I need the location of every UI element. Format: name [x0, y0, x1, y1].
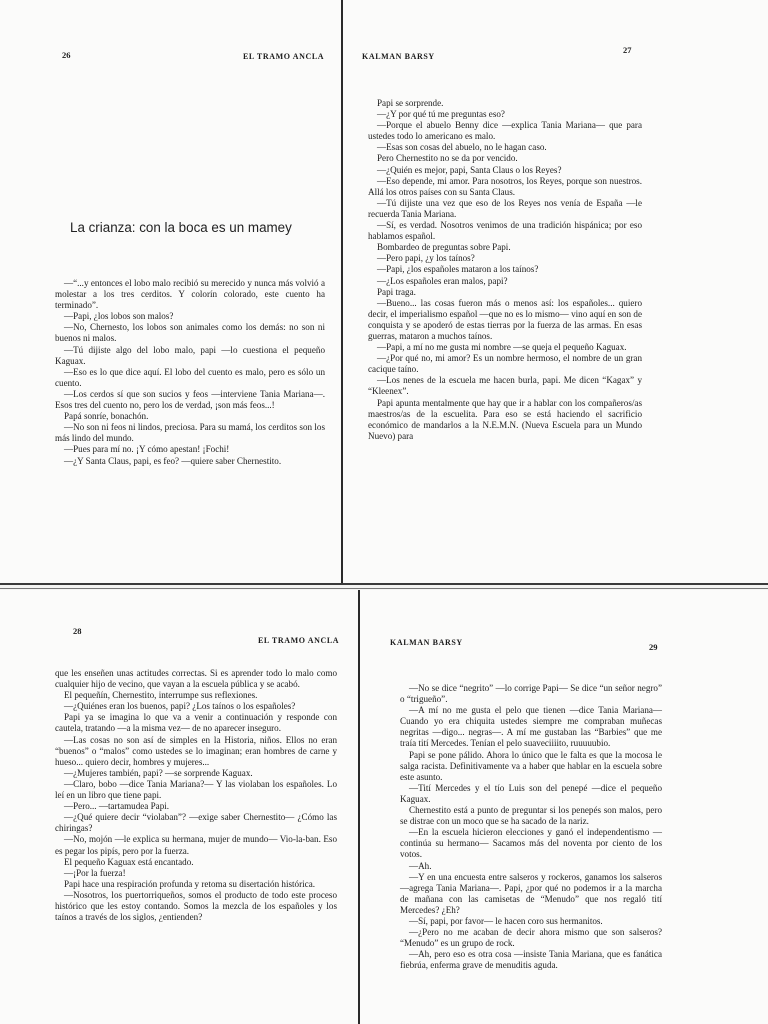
- paragraph: —Sí, es verdad. Nosotros venimos de una tradición hispánica; por eso hablamos español.: [368, 220, 642, 242]
- paragraph: —¡Por la fuerza!: [64, 867, 126, 878]
- page-29-text: [400, 683, 662, 971]
- paragraph: —¿Por qué no, mi amor? Es un nombre hermoso, el nombre de un gran cacique taíno.: [368, 353, 642, 375]
- paragraph: —Esas son cosas del abuelo, no le hagan caso.: [377, 142, 547, 153]
- paragraph: —¿Los españoles eran malos, papi?: [377, 275, 508, 286]
- paragraph: —Tití Mercedes y el tío Luis son del penepé —dice el pequeño Kaguax.: [400, 782, 662, 804]
- paragraph: —Los cerdos sí que son sucios y feos —interviene Tania Mariana—. Esos tres del cuento no, pero los de verdad, ¡son más feos...!: [55, 388, 325, 411]
- page-28-text: [55, 668, 337, 923]
- paragraph: —No se dice “negrito” —lo corrige Papi— Se dice “un señor negro” o “trigueño”.: [400, 683, 662, 705]
- paragraph: Papi traga.: [377, 286, 416, 297]
- running-head: EL TRAMO ANCLA: [243, 52, 325, 61]
- page-number: 27: [623, 45, 632, 55]
- page-26-text: [55, 278, 325, 467]
- paragraph: —¿Mujeres también, papi? —se sorprende Kaguax.: [64, 767, 253, 778]
- paragraph: —Las cosas no son así de simples en la Historia, niños. Ellos no eran “buenos” o “malos” como ustedes se lo imaginan; eran hombres de carne y hueso... quiero decir, hombres y mujeres...: [55, 734, 337, 767]
- paragraph: El pequeño Kaguax está encantado.: [64, 856, 194, 867]
- paragraph: Papi ya se imagina lo que va a venir a continuación y responde con cautela, tratando —a la misma vez— de no aparecer inseguro.: [55, 712, 337, 734]
- paragraph: —¿Quiénes eran los buenos, papi? ¿Los taínos o los españoles?: [64, 701, 296, 712]
- paragraph: —No son ni feos ni lindos, preciosa. Para su mamá, los cerditos son los más lindo del mundo.: [55, 422, 325, 444]
- paragraph: —En la escuela hicieron elecciones y ganó el independentismo —continúa su hermano— Sacamos más del noventa por ciento de los votos.: [400, 827, 662, 860]
- paragraph: —Papi, ¿los españoles mataron a los taínos?: [377, 264, 539, 275]
- paragraph: Papi hace una respiración profunda y retoma su disertación histórica.: [64, 878, 316, 889]
- paragraph: Bombardeo de preguntas sobre Papi.: [377, 242, 511, 253]
- paragraph: —No, mojón —le explica su hermana, mujer de mundo— Vio-la-ban. Eso es pegar los pipís, pero por la fuerza.: [55, 834, 337, 856]
- scan-divider: [0, 583, 768, 585]
- book-spine-top: [341, 0, 343, 583]
- paragraph: —Papi, a mí no me gusta mi nombre —se queja el pequeño Kaguax.: [377, 342, 627, 353]
- paragraph: —Y en una encuesta entre salseros y rockeros, ganamos los salseros —agrega Tania Mariana—. Papi, ¿por qué no podemos ir a la marcha de mañana con las camisetas de “Menudo” que nos regaló tití Mercedes? ¿Eh?: [400, 871, 662, 915]
- paragraph: —¿Y Santa Claus, papi, es feo? —quiere saber Chernestito.: [64, 455, 282, 466]
- running-head: EL TRAMO ANCLA: [258, 636, 340, 645]
- scan-divider: [0, 588, 768, 589]
- paragraph: —¿Quién es mejor, papi, Santa Claus o los Reyes?: [377, 164, 562, 175]
- chapter-title: La crianza: con la boca es un mamey: [70, 220, 292, 235]
- paragraph: —A mí no me gusta el pelo que tienen —dice Tania Mariana— Cuando yo era chiquita ustedes siempre me compraban muñecas negritas —digo... negras—. A mí me gustaban las “Barbies” que me traía tití Mercedes. Tenían el pelo suaveciiiito, ruuuuubio.: [400, 705, 662, 749]
- page-28: [0, 590, 358, 1024]
- paragraph: —Tú dijiste algo del lobo malo, papi —lo cuestiona el pequeño Kaguax.: [55, 344, 325, 366]
- paragraph: —Porque el abuelo Benny dice —explica Tania Mariana— que para ustedes todo lo americano es malo.: [368, 120, 642, 142]
- page-27: [342, 0, 768, 583]
- paragraph: —Eso es lo que dice aquí. El lobo del cuento es malo, pero es sólo un cuento.: [55, 366, 325, 388]
- paragraph: —¿Qué quiere decir “violaban”? —exige saber Chernestito— ¿Cómo las chiringas?: [55, 812, 337, 834]
- paragraph: Chernestito está a punto de preguntar si los penepés son malos, pero se distrae con un moco que se ha sacado de la nariz.: [400, 805, 662, 827]
- paragraph: que les enseñen unas actitudes correctas. Si es aprender todo lo malo como cualquier hijo de vecino, que vayan a la escuela pública y se acabó.: [55, 668, 337, 690]
- paragraph: —¿Y por qué tú me preguntas eso?: [377, 109, 505, 120]
- paragraph: —Pues para mí no. ¡Y cómo apestan! ¡Fochi!: [64, 444, 230, 455]
- paragraph: —Eso depende, mi amor. Para nosotros, los Reyes, porque son nuestros. Allá los otros países con su Santa Claus.: [368, 175, 642, 197]
- running-head: KALMAN BARSY: [390, 638, 463, 647]
- paragraph: —No, Chernesto, los lobos son animales como los demás: no son ni buenos ni malos.: [55, 322, 325, 344]
- paragraph: Papi se sorprende.: [377, 98, 444, 108]
- paragraph: —Nosotros, los puertorriqueños, somos el producto de todo este proceso histórico que les estoy contando. Somos la mezcla de los españoles y los taínos a través de los siglos, ¿entienden?: [55, 889, 337, 923]
- paragraph: —“...y entonces el lobo malo recibió su merecido y nunca más volvió a molestar a los tres cerditos. Y colorín colorado, este cuento ha terminado”.: [55, 278, 325, 311]
- paragraph: —Pero... —tartamudea Papi.: [64, 801, 170, 812]
- paragraph: —¿Pero no me acaban de decir ahora mismo que son salseros? “Menudo” es un grupo de rock.: [400, 927, 662, 949]
- paragraph: Papi apunta mentalmente que hay que ir a hablar con los compañeros/as maestros/as de la escuelita. Para eso se está haciendo el sacrificio económico de mandarlos a la N.E.M.N. (Nueva Escuela para un Mundo Nuevo) para: [368, 397, 642, 441]
- paragraph: Papá sonríe, bonachón.: [64, 411, 149, 422]
- page-29: [360, 590, 768, 1024]
- paragraph: —Ah, pero eso es otra cosa —insiste Tania Mariana, que es fanática fiebrúa, enferma grave de menuditis aguda.: [400, 949, 662, 971]
- paragraph: El pequeñín, Chernestito, interrumpe sus reflexiones.: [64, 690, 258, 701]
- running-head: KALMAN BARSY: [362, 52, 435, 61]
- paragraph: —Papi, ¿los lobos son malos?: [64, 311, 174, 322]
- page-number: 28: [73, 626, 82, 636]
- paragraph: —Los nenes de la escuela me hacen burla, papi. Me dicen “Kagax” y “Kleenex”.: [368, 375, 642, 397]
- paragraph: —Ah.: [409, 860, 432, 871]
- page-number: 26: [62, 50, 71, 60]
- paragraph: —Tú dijiste una vez que eso de los Reyes nos venía de España —le recuerda Tania Mariana.: [368, 197, 642, 219]
- paragraph: Pero Chernestito no se da por vencido.: [377, 153, 518, 164]
- paragraph: —Bueno... las cosas fueron más o menos así: los españoles... quiero decir, el imperialismo español —que no es lo mismo— vino aquí en son de conquista y se apoderó de estas tierras por la fuerza de las armas. En esas guerras, mataron a muchos taínos.: [368, 297, 642, 341]
- page-26: [0, 0, 341, 583]
- page-number: 29: [649, 642, 658, 652]
- paragraph: —Sí, papi, por favor— le hacen coro sus hermanitos.: [409, 915, 603, 926]
- paragraph: —Pero papi, ¿y los taínos?: [377, 253, 475, 264]
- book-spine-bottom: [358, 590, 360, 1024]
- paragraph: —Claro, bobo —dice Tania Mariana?— Y las violaban los españoles. Lo leí en un libro que tiene papi.: [55, 778, 337, 801]
- paragraph: Papi se pone pálido. Ahora lo único que le falta es que la mocosa le salga racista. Definitivamente va a haber que hablar en la escuela sobre este asunto.: [400, 749, 662, 782]
- page-27-text: [368, 98, 642, 442]
